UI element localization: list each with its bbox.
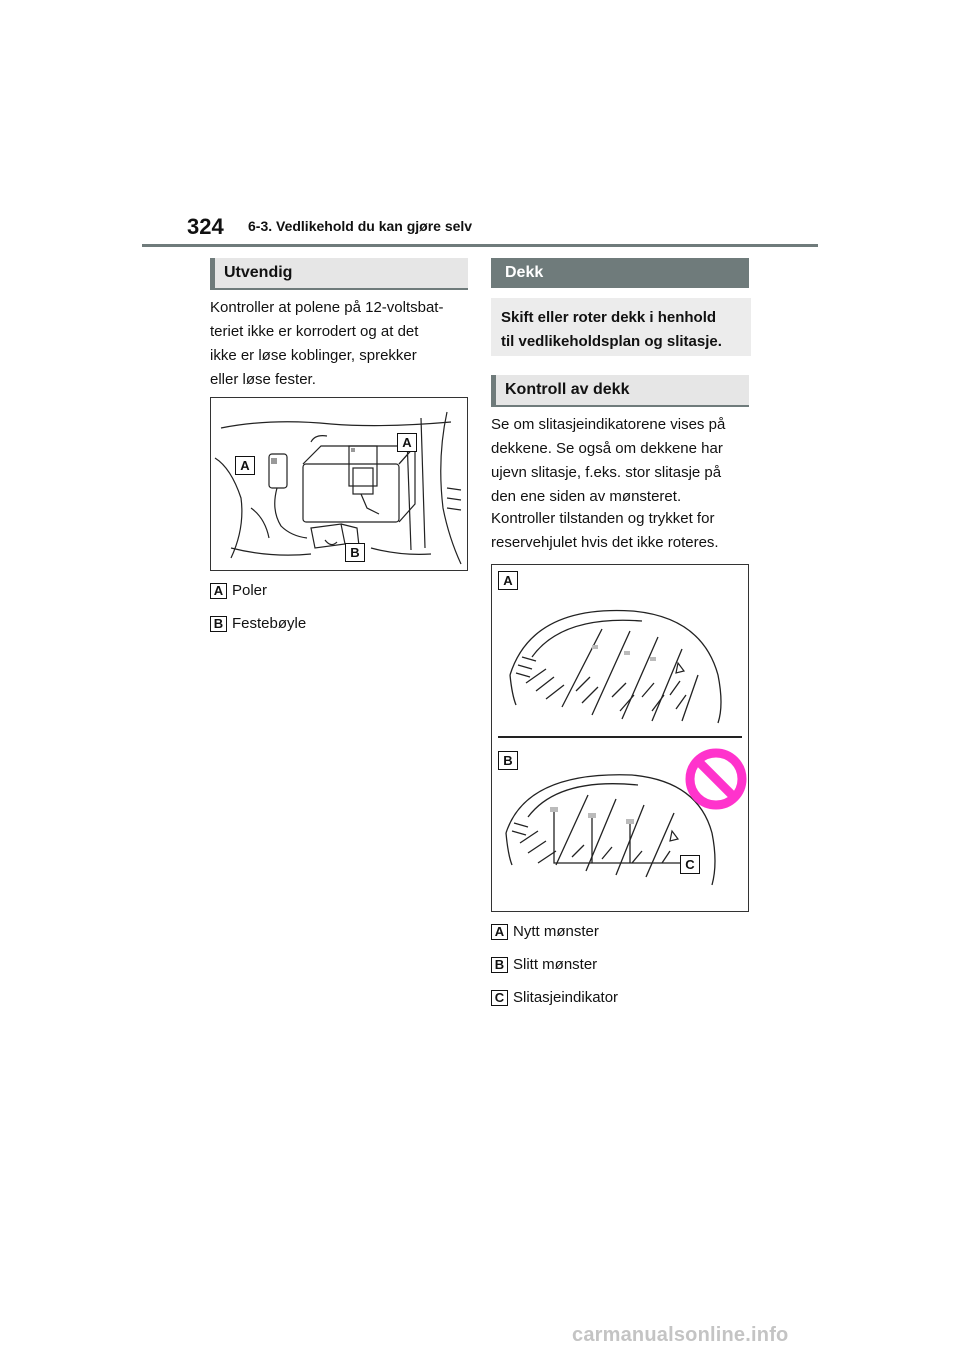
battery-label-a-top: A [397, 433, 417, 452]
text-line: den ene siden av mønsteret. [491, 488, 682, 505]
legend-item-slitasjeindikator [491, 989, 618, 1006]
legend-key: B [210, 616, 227, 632]
battery-paragraph [210, 296, 470, 392]
text-line: Kontroller at polene på 12-voltsbat- [210, 299, 444, 316]
prohibition-icon [690, 753, 742, 805]
legend-key: B [491, 957, 508, 973]
tire-label-a: A [498, 571, 518, 590]
legend-item-festeboyle [210, 615, 306, 632]
text-line: reservehjulet hvis det ikke roteres. [491, 534, 719, 551]
legend-text: Poler [232, 582, 268, 599]
heading-utvendig-text: Utvendig [224, 264, 293, 281]
page-number: 324 [187, 214, 224, 239]
legend-text: Nytt mønster [513, 923, 599, 940]
new-tread-drawing [510, 611, 721, 723]
text-line: Kontroller tilstanden og trykket for [491, 510, 715, 527]
legend-item-slitt-monster [491, 956, 597, 973]
battery-label-b: B [345, 543, 365, 562]
heading-dekk-text: Dekk [505, 264, 544, 281]
tire-label-c: C [680, 855, 700, 874]
tire-label-b: B [498, 751, 518, 770]
note-line: til vedlikeholdsplan og slitasje. [501, 333, 722, 350]
legend-text: Festebøyle [232, 615, 307, 632]
text-line: ikke er løse koblinger, sprekker [210, 347, 417, 364]
legend-text: Slitasjeindikator [513, 989, 619, 1006]
note-line: Skift eller roter dekk i henhold [501, 309, 717, 326]
text-line: dekkene. Se også om dekkene har [491, 440, 723, 457]
watermark-link[interactable]: carmanualsonline.info [572, 1324, 789, 1346]
legend-key: C [491, 990, 508, 1006]
heading-kontroll-av-dekk [491, 375, 749, 407]
legend-key: A [210, 583, 227, 599]
battery-illustration [211, 398, 467, 570]
header-rule [142, 244, 818, 247]
legend-item-nytt-monster [491, 923, 599, 940]
tire-illustration [492, 565, 748, 911]
section-title: 6-3. Vedlikehold du kan gjøre selv [248, 218, 473, 234]
legend-item-poler [210, 582, 267, 599]
legend-text: Slitt mønster [513, 956, 598, 973]
heading-kontroll-text: Kontroll av dekk [505, 381, 630, 398]
legend-key: A [491, 924, 508, 940]
tire-figure [491, 564, 749, 912]
text-line: teriet ikke er korrodert og at det [210, 323, 419, 340]
tire-paragraph-2 [491, 507, 753, 555]
heading-dekk [491, 258, 749, 288]
text-line: Se om slitasjeindikatorene vises på [491, 416, 726, 433]
tire-paragraph-1 [491, 413, 753, 509]
text-line: eller løse fester. [210, 371, 316, 388]
heading-utvendig [210, 258, 468, 290]
battery-label-a-left: A [235, 456, 255, 475]
tire-note-box [491, 298, 751, 356]
text-line: ujevn slitasje, f.eks. stor slitasje på [491, 464, 722, 481]
battery-figure [210, 397, 468, 571]
